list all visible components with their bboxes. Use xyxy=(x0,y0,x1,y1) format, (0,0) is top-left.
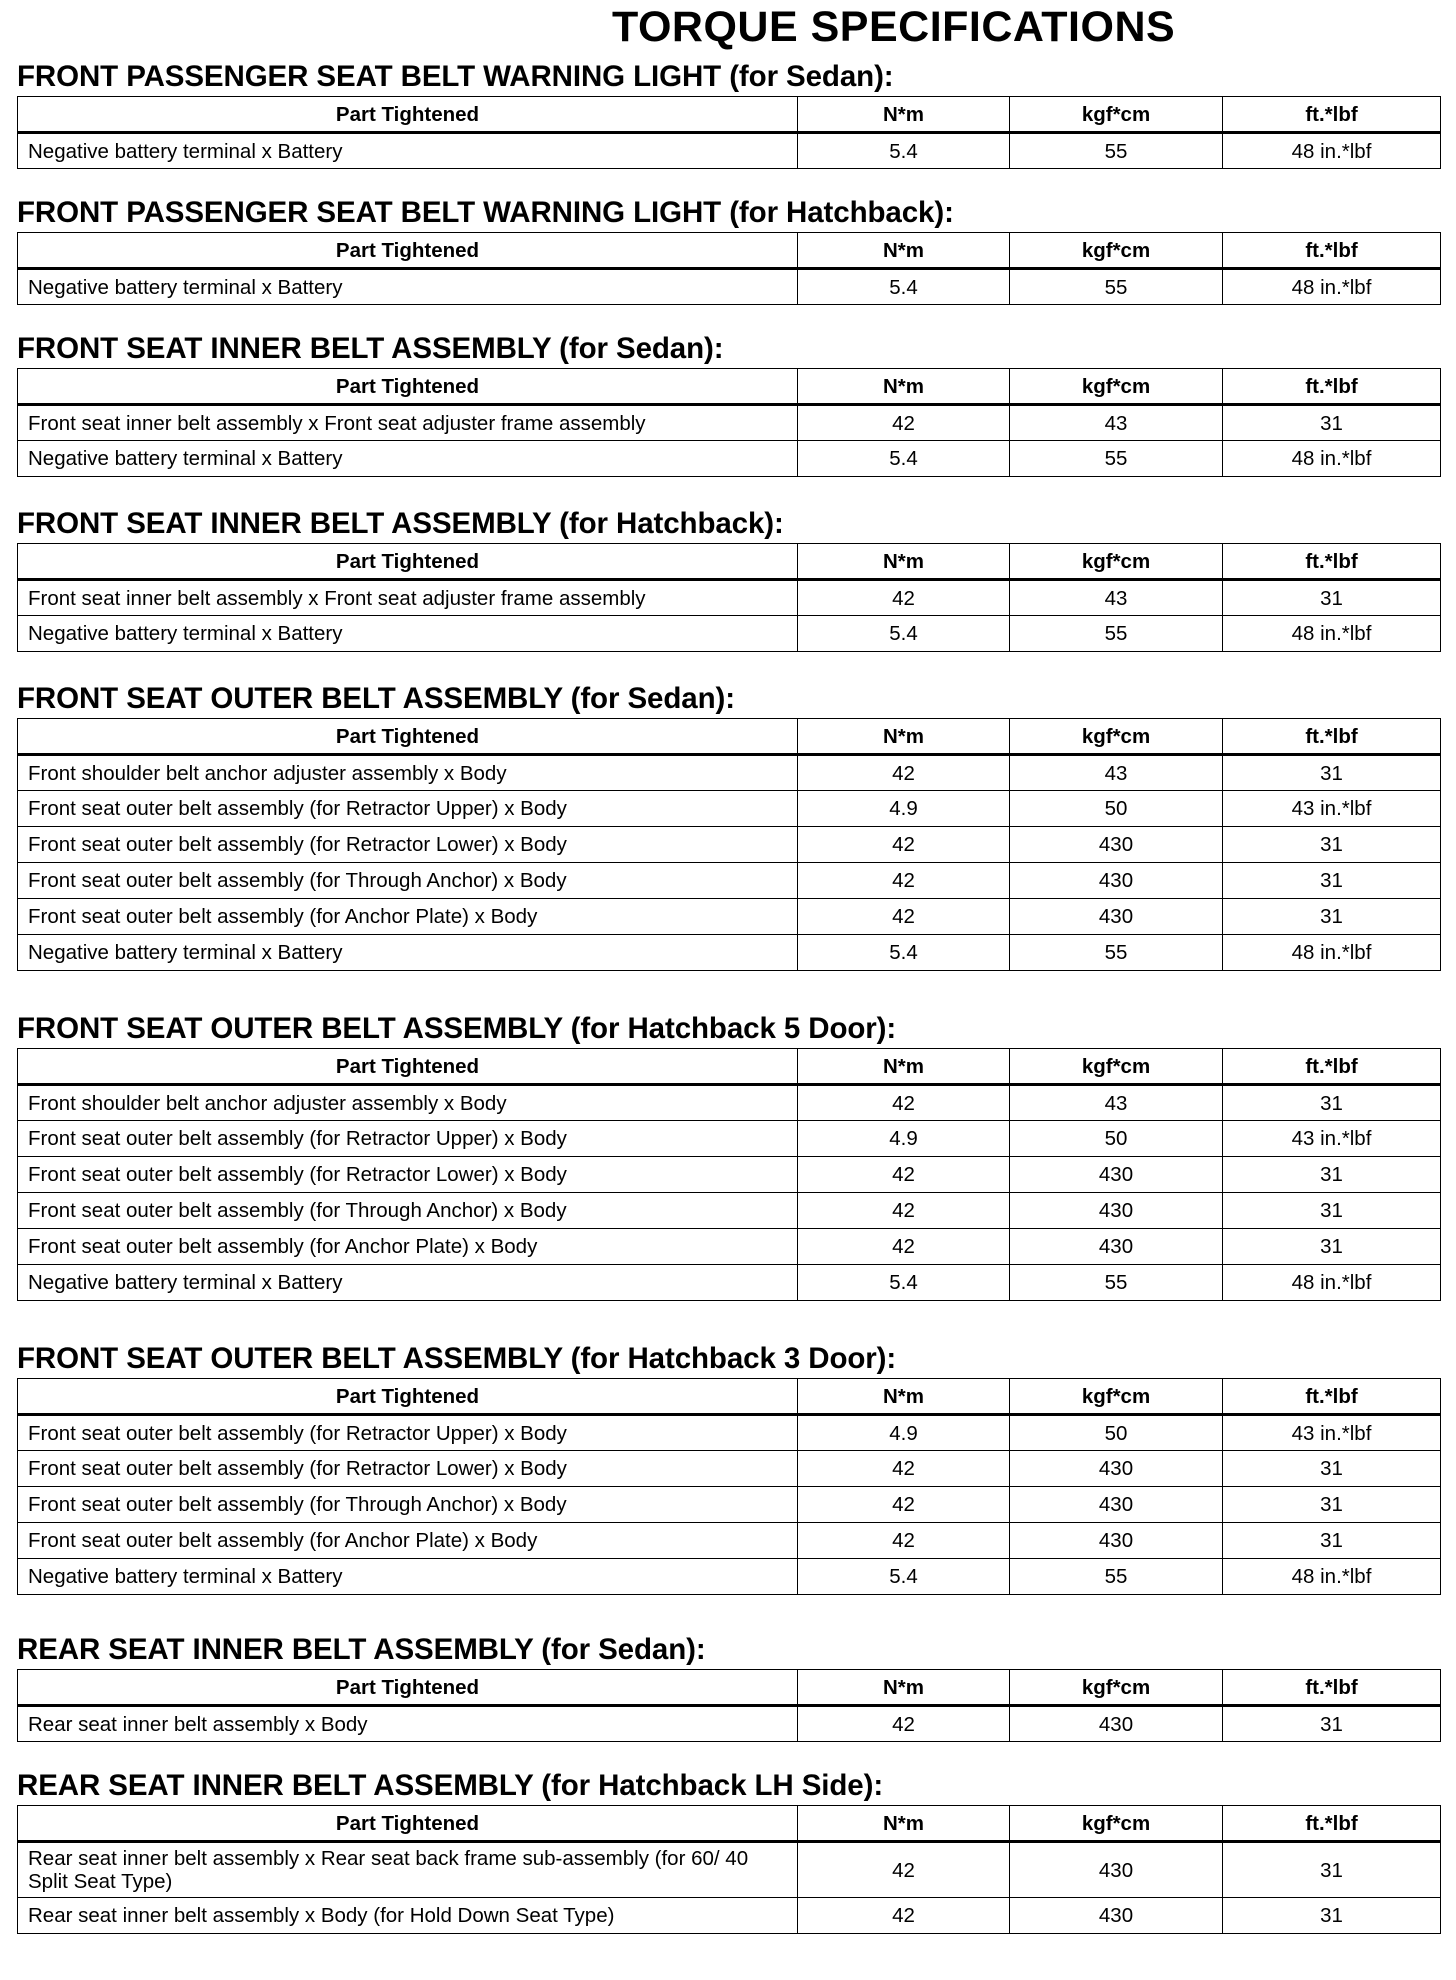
cell-nm: 4.9 xyxy=(798,1121,1010,1157)
column-header-nm: N*m xyxy=(798,544,1010,580)
column-header-ftlbf: ft.*lbf xyxy=(1223,544,1441,580)
section-title: REAR SEAT INNER BELT ASSEMBLY (for Hatchback LH Side): xyxy=(17,1769,884,1802)
column-header-ftlbf: ft.*lbf xyxy=(1223,1670,1441,1706)
cell-part: Front seat outer belt assembly (for Through Anchor) x Body xyxy=(18,863,798,899)
table-row xyxy=(18,1157,1441,1193)
cell-ftlbf: 43 in.*lbf xyxy=(1223,1121,1441,1157)
cell-part: Rear seat inner belt assembly x Body xyxy=(18,1706,798,1742)
cell-kgfcm: 55 xyxy=(1010,133,1223,169)
column-header-kgfcm: kgf*cm xyxy=(1010,97,1223,133)
cell-part: Front shoulder belt anchor adjuster assembly x Body xyxy=(18,1085,798,1121)
table-row xyxy=(18,935,1441,971)
table-header-row xyxy=(18,719,1441,755)
table-row xyxy=(18,1842,1441,1898)
table-row xyxy=(18,827,1441,863)
table-header-row xyxy=(18,1806,1441,1842)
column-header-nm: N*m xyxy=(798,1806,1010,1842)
column-header-part: Part Tightened xyxy=(18,1806,798,1842)
cell-kgfcm: 430 xyxy=(1010,899,1223,935)
cell-kgfcm: 50 xyxy=(1010,1415,1223,1451)
cell-kgfcm: 55 xyxy=(1010,935,1223,971)
cell-kgfcm: 430 xyxy=(1010,1898,1223,1934)
cell-kgfcm: 430 xyxy=(1010,1487,1223,1523)
table-row xyxy=(18,441,1441,477)
column-header-ftlbf: ft.*lbf xyxy=(1223,233,1441,269)
cell-nm: 42 xyxy=(798,899,1010,935)
table-row xyxy=(18,580,1441,616)
table-header-row xyxy=(18,233,1441,269)
cell-nm: 4.9 xyxy=(798,1415,1010,1451)
table-row xyxy=(18,899,1441,935)
column-header-nm: N*m xyxy=(798,97,1010,133)
torque-table xyxy=(17,368,1441,477)
cell-nm: 5.4 xyxy=(798,1559,1010,1595)
table-header-row xyxy=(18,369,1441,405)
cell-ftlbf: 31 xyxy=(1223,899,1441,935)
column-header-ftlbf: ft.*lbf xyxy=(1223,1806,1441,1842)
cell-nm: 42 xyxy=(798,1085,1010,1121)
cell-part: Front seat outer belt assembly (for Anchor Plate) x Body xyxy=(18,899,798,935)
cell-ftlbf: 31 xyxy=(1223,1157,1441,1193)
spec-section xyxy=(17,196,1440,305)
column-header-part: Part Tightened xyxy=(18,1670,798,1706)
cell-part: Front seat outer belt assembly (for Retractor Upper) x Body xyxy=(18,791,798,827)
column-header-part: Part Tightened xyxy=(18,233,798,269)
cell-kgfcm: 55 xyxy=(1010,441,1223,477)
cell-part: Front seat inner belt assembly x Front seat adjuster frame assembly xyxy=(18,580,798,616)
column-header-kgfcm: kgf*cm xyxy=(1010,719,1223,755)
cell-ftlbf: 31 xyxy=(1223,1085,1441,1121)
cell-part: Front seat inner belt assembly x Front seat adjuster frame assembly xyxy=(18,405,798,441)
column-header-ftlbf: ft.*lbf xyxy=(1223,1379,1441,1415)
cell-ftlbf: 31 xyxy=(1223,1523,1441,1559)
cell-part: Front seat outer belt assembly (for Retractor Lower) x Body xyxy=(18,1451,798,1487)
cell-part: Front seat outer belt assembly (for Anchor Plate) x Body xyxy=(18,1523,798,1559)
table-row xyxy=(18,755,1441,791)
section-title: FRONT PASSENGER SEAT BELT WARNING LIGHT (for Sedan): xyxy=(17,60,894,93)
cell-part: Negative battery terminal x Battery xyxy=(18,269,798,305)
cell-part: Negative battery terminal x Battery xyxy=(18,1265,798,1301)
table-row xyxy=(18,1487,1441,1523)
cell-ftlbf: 31 xyxy=(1223,755,1441,791)
cell-part: Front seat outer belt assembly (for Through Anchor) x Body xyxy=(18,1193,798,1229)
torque-table xyxy=(17,543,1441,652)
cell-ftlbf: 48 in.*lbf xyxy=(1223,1559,1441,1595)
cell-nm: 5.4 xyxy=(798,616,1010,652)
cell-ftlbf: 43 in.*lbf xyxy=(1223,1415,1441,1451)
table-row xyxy=(18,1229,1441,1265)
cell-ftlbf: 31 xyxy=(1223,405,1441,441)
column-header-part: Part Tightened xyxy=(18,97,798,133)
torque-table xyxy=(17,1805,1441,1934)
table-row xyxy=(18,1706,1441,1742)
column-header-ftlbf: ft.*lbf xyxy=(1223,97,1441,133)
column-header-kgfcm: kgf*cm xyxy=(1010,544,1223,580)
table-row xyxy=(18,1451,1441,1487)
cell-kgfcm: 43 xyxy=(1010,580,1223,616)
cell-nm: 42 xyxy=(798,863,1010,899)
cell-part: Negative battery terminal x Battery xyxy=(18,1559,798,1595)
table-header-row xyxy=(18,544,1441,580)
cell-kgfcm: 430 xyxy=(1010,1842,1223,1898)
spec-section xyxy=(17,332,1440,477)
cell-kgfcm: 430 xyxy=(1010,1229,1223,1265)
table-row xyxy=(18,863,1441,899)
table-row xyxy=(18,405,1441,441)
cell-nm: 42 xyxy=(798,1898,1010,1934)
cell-nm: 42 xyxy=(798,1523,1010,1559)
cell-nm: 5.4 xyxy=(798,1265,1010,1301)
spec-section xyxy=(17,507,1440,652)
table-row xyxy=(18,1898,1441,1934)
cell-part: Rear seat inner belt assembly x Body (for Hold Down Seat Type) xyxy=(18,1898,798,1934)
cell-nm: 5.4 xyxy=(798,133,1010,169)
table-header-row xyxy=(18,97,1441,133)
cell-ftlbf: 31 xyxy=(1223,1451,1441,1487)
cell-nm: 42 xyxy=(798,1706,1010,1742)
cell-kgfcm: 430 xyxy=(1010,1451,1223,1487)
table-header-row xyxy=(18,1379,1441,1415)
spec-section xyxy=(17,1633,1440,1742)
section-title: FRONT SEAT INNER BELT ASSEMBLY (for Sedan): xyxy=(17,332,724,365)
cell-ftlbf: 43 in.*lbf xyxy=(1223,791,1441,827)
section-title: FRONT SEAT OUTER BELT ASSEMBLY (for Hatchback 5 Door): xyxy=(17,1012,897,1045)
cell-nm: 42 xyxy=(798,1487,1010,1523)
table-row xyxy=(18,1085,1441,1121)
cell-ftlbf: 48 in.*lbf xyxy=(1223,441,1441,477)
table-row xyxy=(18,269,1441,305)
spec-section xyxy=(17,1012,1440,1301)
cell-part: Front seat outer belt assembly (for Retractor Lower) x Body xyxy=(18,1157,798,1193)
column-header-nm: N*m xyxy=(798,1379,1010,1415)
cell-kgfcm: 55 xyxy=(1010,1265,1223,1301)
cell-ftlbf: 48 in.*lbf xyxy=(1223,616,1441,652)
table-header-row xyxy=(18,1049,1441,1085)
torque-table xyxy=(17,1048,1441,1301)
cell-nm: 42 xyxy=(798,1229,1010,1265)
column-header-kgfcm: kgf*cm xyxy=(1010,369,1223,405)
cell-ftlbf: 31 xyxy=(1223,1487,1441,1523)
column-header-nm: N*m xyxy=(798,233,1010,269)
cell-nm: 42 xyxy=(798,827,1010,863)
cell-ftlbf: 31 xyxy=(1223,827,1441,863)
column-header-kgfcm: kgf*cm xyxy=(1010,1670,1223,1706)
cell-kgfcm: 55 xyxy=(1010,616,1223,652)
column-header-nm: N*m xyxy=(798,1670,1010,1706)
table-row xyxy=(18,1193,1441,1229)
spec-section xyxy=(17,682,1440,971)
section-title: FRONT PASSENGER SEAT BELT WARNING LIGHT (for Hatchback): xyxy=(17,196,954,229)
cell-nm: 5.4 xyxy=(798,269,1010,305)
column-header-kgfcm: kgf*cm xyxy=(1010,1806,1223,1842)
table-row xyxy=(18,616,1441,652)
cell-ftlbf: 48 in.*lbf xyxy=(1223,133,1441,169)
cell-ftlbf: 48 in.*lbf xyxy=(1223,269,1441,305)
column-header-nm: N*m xyxy=(798,369,1010,405)
column-header-part: Part Tightened xyxy=(18,544,798,580)
table-row xyxy=(18,1265,1441,1301)
cell-nm: 42 xyxy=(798,580,1010,616)
table-header-row xyxy=(18,1670,1441,1706)
column-header-part: Part Tightened xyxy=(18,1379,798,1415)
cell-kgfcm: 43 xyxy=(1010,1085,1223,1121)
cell-kgfcm: 430 xyxy=(1010,827,1223,863)
cell-part: Negative battery terminal x Battery xyxy=(18,441,798,477)
cell-ftlbf: 31 xyxy=(1223,863,1441,899)
cell-nm: 42 xyxy=(798,755,1010,791)
column-header-ftlbf: ft.*lbf xyxy=(1223,719,1441,755)
cell-part: Negative battery terminal x Battery xyxy=(18,133,798,169)
cell-nm: 4.9 xyxy=(798,791,1010,827)
section-title: FRONT SEAT INNER BELT ASSEMBLY (for Hatchback): xyxy=(17,507,784,540)
cell-part: Front seat outer belt assembly (for Retractor Upper) x Body xyxy=(18,1415,798,1451)
cell-ftlbf: 31 xyxy=(1223,1842,1441,1898)
cell-nm: 5.4 xyxy=(798,935,1010,971)
column-header-nm: N*m xyxy=(798,1049,1010,1085)
table-row xyxy=(18,791,1441,827)
cell-nm: 5.4 xyxy=(798,441,1010,477)
spec-section xyxy=(17,60,1440,169)
cell-kgfcm: 50 xyxy=(1010,1121,1223,1157)
torque-table xyxy=(17,96,1441,169)
cell-kgfcm: 55 xyxy=(1010,269,1223,305)
spec-section xyxy=(17,1342,1440,1595)
cell-ftlbf: 31 xyxy=(1223,1898,1441,1934)
column-header-part: Part Tightened xyxy=(18,719,798,755)
cell-ftlbf: 31 xyxy=(1223,580,1441,616)
cell-kgfcm: 430 xyxy=(1010,1157,1223,1193)
cell-part: Front shoulder belt anchor adjuster assembly x Body xyxy=(18,755,798,791)
column-header-ftlbf: ft.*lbf xyxy=(1223,369,1441,405)
section-title: FRONT SEAT OUTER BELT ASSEMBLY (for Sedan): xyxy=(17,682,735,715)
column-header-part: Part Tightened xyxy=(18,1049,798,1085)
cell-part: Negative battery terminal x Battery xyxy=(18,935,798,971)
cell-part: Negative battery terminal x Battery xyxy=(18,616,798,652)
column-header-kgfcm: kgf*cm xyxy=(1010,1379,1223,1415)
cell-kgfcm: 50 xyxy=(1010,791,1223,827)
column-header-ftlbf: ft.*lbf xyxy=(1223,1049,1441,1085)
torque-table xyxy=(17,1378,1441,1595)
cell-kgfcm: 43 xyxy=(1010,755,1223,791)
cell-part: Front seat outer belt assembly (for Through Anchor) x Body xyxy=(18,1487,798,1523)
column-header-kgfcm: kgf*cm xyxy=(1010,1049,1223,1085)
section-title: FRONT SEAT OUTER BELT ASSEMBLY (for Hatchback 3 Door): xyxy=(17,1342,897,1375)
table-row xyxy=(18,1121,1441,1157)
table-row xyxy=(18,133,1441,169)
cell-nm: 42 xyxy=(798,1193,1010,1229)
torque-table xyxy=(17,718,1441,971)
section-title: REAR SEAT INNER BELT ASSEMBLY (for Sedan): xyxy=(17,1633,706,1666)
cell-part: Front seat outer belt assembly (for Retractor Lower) x Body xyxy=(18,827,798,863)
cell-ftlbf: 31 xyxy=(1223,1706,1441,1742)
cell-kgfcm: 430 xyxy=(1010,863,1223,899)
cell-kgfcm: 430 xyxy=(1010,1523,1223,1559)
column-header-part: Part Tightened xyxy=(18,369,798,405)
table-row xyxy=(18,1523,1441,1559)
cell-ftlbf: 48 in.*lbf xyxy=(1223,1265,1441,1301)
cell-kgfcm: 43 xyxy=(1010,405,1223,441)
table-row xyxy=(18,1415,1441,1451)
column-header-kgfcm: kgf*cm xyxy=(1010,233,1223,269)
cell-ftlbf: 31 xyxy=(1223,1193,1441,1229)
column-header-nm: N*m xyxy=(798,719,1010,755)
cell-part: Front seat outer belt assembly (for Anchor Plate) x Body xyxy=(18,1229,798,1265)
cell-part: Rear seat inner belt assembly x Rear seat back frame sub-assembly (for 60/ 40 Split Seat Type) xyxy=(18,1842,798,1898)
cell-ftlbf: 31 xyxy=(1223,1229,1441,1265)
cell-part: Front seat outer belt assembly (for Retractor Upper) x Body xyxy=(18,1121,798,1157)
cell-nm: 42 xyxy=(798,1157,1010,1193)
cell-nm: 42 xyxy=(798,1451,1010,1487)
cell-nm: 42 xyxy=(798,405,1010,441)
cell-ftlbf: 48 in.*lbf xyxy=(1223,935,1441,971)
torque-table xyxy=(17,1669,1441,1742)
table-row xyxy=(18,1559,1441,1595)
cell-kgfcm: 430 xyxy=(1010,1706,1223,1742)
spec-section xyxy=(17,1769,1440,1934)
torque-table xyxy=(17,232,1441,305)
cell-kgfcm: 55 xyxy=(1010,1559,1223,1595)
cell-nm: 42 xyxy=(798,1842,1010,1898)
page-title: TORQUE SPECIFICATIONS xyxy=(612,3,1176,51)
cell-kgfcm: 430 xyxy=(1010,1193,1223,1229)
